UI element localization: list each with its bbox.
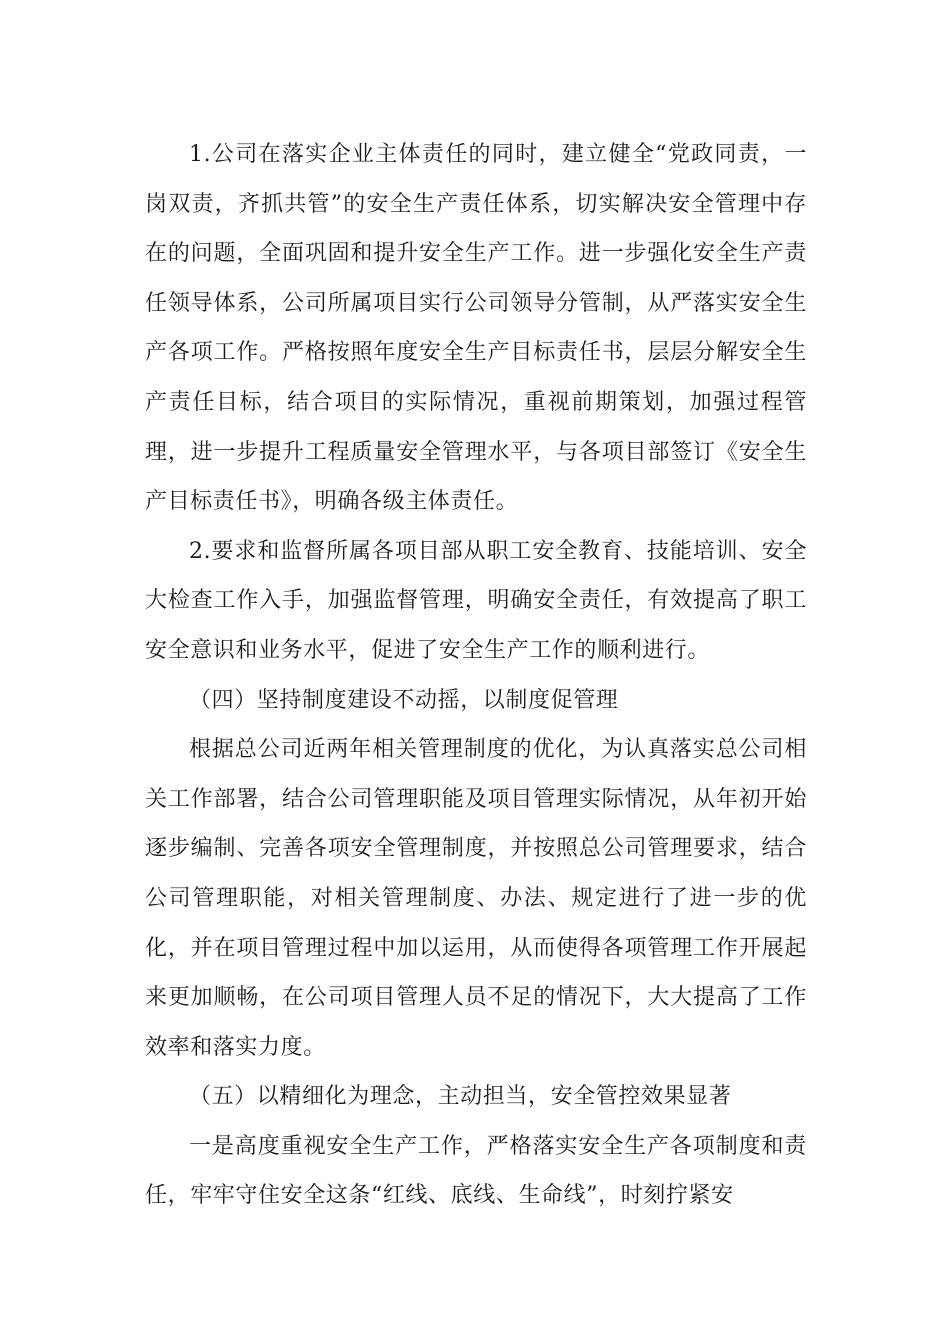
section-heading-4: （四）坚持制度建设不动摇，以制度促管理: [189, 687, 619, 713]
paragraph-1: 1.公司在落实企业主体责任的同时，建立健全“党政同责，一岗双责，齐抓共管”的安全生产责任体系，切实解决安全管理中存在的问题，全面巩固和提升安全生产工作。进一步强化安全生产责任领导体系，公司所属项目实行公司领导分管制，从严落实安全生产各项工作。严格按照年度安全生产目标责任书，层层分解安全生产责任目标，结合项目的实际情况，重视前期策划，加强过程管理，进一步提升工程质量安全管理水平，与各项目部签订《安全生产目标责任书》，明确各级主体责任。: [145, 142, 807, 515]
paragraph-2: 2.要求和监督所属各项目部从职工安全教育、技能培训、安全大检查工作入手，加强监督管理，明确安全责任，有效提高了职工安全意识和业务水平，促进了安全生产工作的顺利进行。: [145, 538, 807, 663]
section-heading-5: （五）以精细化为理念，主动担当，安全管控效果显著: [189, 1084, 732, 1110]
paragraph-4: 一是高度重视安全生产工作，严格落实安全生产各项制度和责任，牢牢守住安全这条“红线、底线、生命线”，时刻拧紧安: [145, 1133, 807, 1209]
document-page: [145, 130, 807, 1221]
paragraph-3: 根据总公司近两年相关管理制度的优化，为认真落实总公司相关工作部署，结合公司管理职能及项目管理实际情况，从年初开始逐步编制、完善各项安全管理制度，并按照总公司管理要求，结合公司管理职能，对相关管理制度、办法、规定进行了进一步的优化，并在项目管理过程中加以运用，从而使得各项管理工作开展起来更加顺畅，在公司项目管理人员不足的情况下，大大提高了工作效率和落实力度。: [145, 737, 807, 1060]
